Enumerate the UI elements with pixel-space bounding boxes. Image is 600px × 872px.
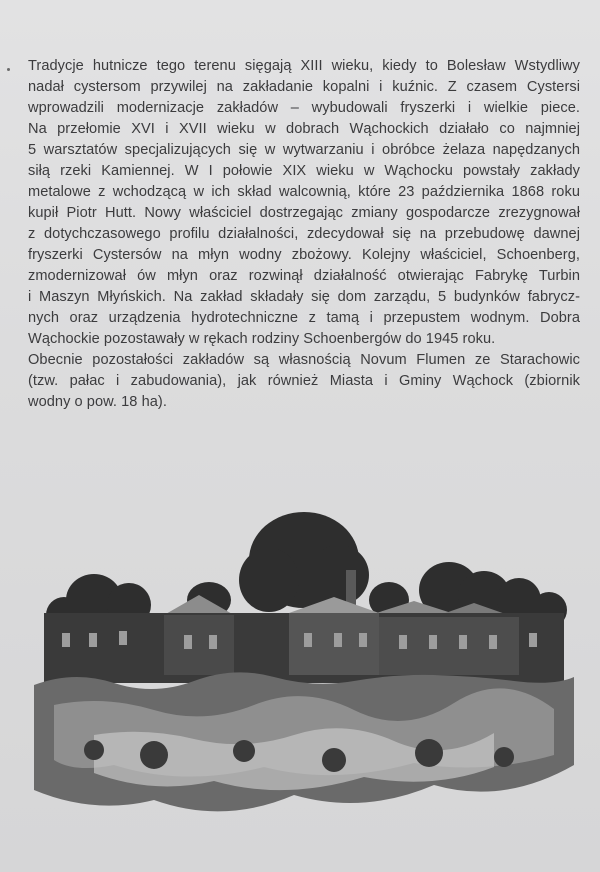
paragraph-line: siłą rzeki Kamiennej. W I połowie XIX wieku w Wąchocku powstały zakłady	[28, 163, 580, 179]
paragraph-line: wprowadzili modernizacje zakładów – wybudowali fryszerki i wielkie piece.	[28, 100, 580, 116]
paragraph-line: Wąchockie pozostawały w rękach rodziny Schoenbergów do 1945 roku.	[28, 331, 496, 347]
paragraph-line: i Maszyn Młyńskich. Na zakład składały się dom zarządu, 5 budynków fabrycz-	[28, 289, 580, 305]
paragraph-line: metalowe z wchodzącą w ich skład walcownią, które 23 października 1868 roku	[28, 184, 580, 200]
paragraph-line: Na przełomie XVI i XVII wieku w dobrach Wąchockich działało co najmniej	[28, 121, 580, 137]
paragraph-line: (tzw. pałac i zabudowania), jak również Miasta i Gminy Wąchock (zbiornik	[28, 373, 580, 389]
paragraph-line: zmodernizował ów młyn oraz rozwinął działalność otwierając Fabrykę Turbin	[28, 268, 580, 284]
paragraph-line: z dotychczasowego profilu działalności, zdecydował się na przebudowę dawnej	[28, 226, 580, 242]
paragraph-line: fryszerki Cystersów na młyn wodny zbożowy. Kolejny właściciel, Schoenberg,	[28, 247, 580, 263]
history-paragraph	[28, 56, 580, 413]
paragraph-line: nych oraz urządzenia hydrotechniczne z tamą i przepustem wodnym. Dobra	[28, 310, 580, 326]
foreground-meadow	[34, 672, 574, 811]
paragraph-line: wodny o pow. 18 ha).	[28, 394, 167, 410]
paragraph-line: Obecnie pozostałości zakładów są własnością Novum Flumen ze Starachowic	[28, 352, 580, 368]
historic-factory-photo	[34, 505, 574, 845]
paragraph-line: nadał cystersom przywilej na zakładanie kopalni i kuźnic. Z czasem Cystersi	[28, 79, 580, 95]
margin-bullet	[7, 68, 10, 71]
factory-ruins-image	[34, 505, 574, 845]
paragraph-line: Tradycje hutnicze tego terenu sięgają XIII wieku, kiedy to Bolesław Wstydliwy	[28, 58, 580, 74]
paragraph-line: 5 warsztatów specjalizujących się w wytwarzaniu i obróbce żelaza napędzanych	[28, 142, 580, 158]
paragraph-line: kupił Piotr Hutt. Nowy właściciel dostrzegając zmiany gospodarcze zrezygnował	[28, 205, 580, 221]
factory-walls	[44, 613, 564, 683]
